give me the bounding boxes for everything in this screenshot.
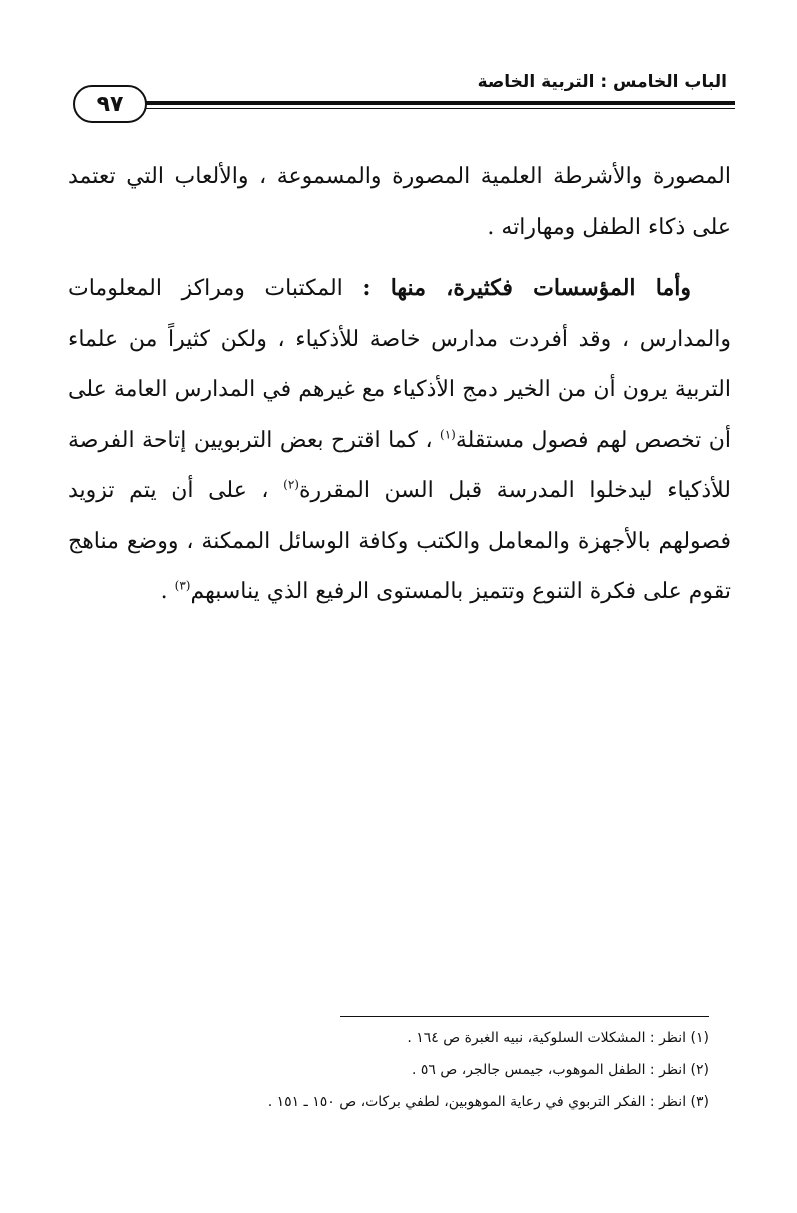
paragraph-2-part-c: ، على أن يتم تزويد فصولهم بالأجهزة والمعامل والكتب وكافة الوسائل الممكنة ، ووضع مناهج تقوم على فكرة التنوع وتتميز بالمستوى الرفيع الذي يناسبهم (68, 478, 731, 604)
paragraph-2-part-a: المكتبات ومراكز المعلومات والمدارس ، وقد أفردت مدارس خاصة للأذكياء ، ولكن كثيراً من علماء التربية يرون أن من الخير دمج الأذكياء مع غيرهم في المدارس العامة على أن تخصص لهم فصول مستقلة (68, 276, 731, 453)
footnote-ref-1[interactable]: (١) (440, 427, 456, 442)
header-rule-thin (140, 108, 735, 109)
footnotes (109, 1022, 709, 1118)
footnote-ref-3[interactable]: (٣) (174, 578, 191, 593)
body-text (68, 152, 731, 618)
page-number-badge: ٩٧ (73, 85, 147, 123)
paragraph-2-part-b: ، كما اقترح بعض التربويين إتاحة الفرصة للأذكياء ليدخلوا المدرسة قبل السن المقررة (68, 427, 731, 503)
header-rule-thick (140, 101, 735, 105)
footnote-1: (١) انظر : المشكلات السلوكية، نبيه الغبرة ص ١٦٤ . (407, 1030, 709, 1046)
footnote-2: (٢) انظر : الطفل الموهوب، جيمس جالجر، ص ٥٦ . (411, 1062, 709, 1078)
footnote-ref-2[interactable]: (٢) (283, 477, 299, 492)
footnote-3: (٣) انظر : الفكر التربوي في رعاية الموهوبين، لطفي بركات، ص ١٥٠ ـ ١٥١ . (267, 1094, 709, 1110)
chapter-header-title: الباب الخامس : التربية الخاصة (477, 72, 727, 92)
paragraph-2-end: . (160, 579, 175, 604)
paragraph-1: المصورة والأشرطة العلمية المصورة والمسموعة ، والألعاب التي تعتمد على ذكاء الطفل ومهاراته . (68, 164, 731, 240)
paragraph-2 (68, 263, 731, 618)
paragraph-2-lead: وأما المؤسسات فكثيرة، منها : (362, 275, 691, 301)
footnote-separator (340, 1016, 709, 1017)
